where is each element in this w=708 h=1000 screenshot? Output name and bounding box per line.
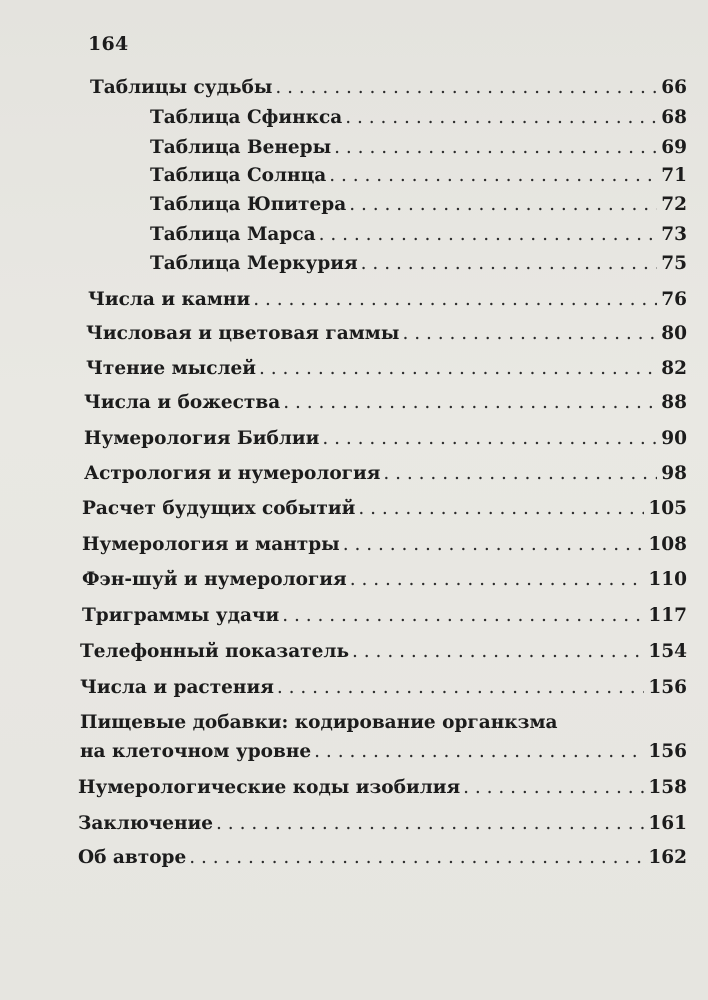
toc-entry-title: Триграммы удачи [82, 605, 280, 626]
toc-entry-page: 161 [648, 813, 687, 834]
dot-leader [402, 322, 657, 346]
dot-leader [319, 223, 658, 247]
toc-subentry [150, 164, 687, 188]
toc-entry-title: Нумерология и мантры [82, 534, 340, 555]
toc-entry-page: 108 [648, 534, 687, 555]
toc-entry-title: Фэн-шуй и нумерология [82, 569, 347, 590]
toc-entry-page: 80 [661, 323, 687, 344]
toc-entry-page: 82 [661, 358, 687, 379]
toc-entry-page: 75 [661, 253, 687, 274]
toc-entry [88, 288, 687, 312]
toc-entry-title: Таблица Марса [150, 224, 316, 245]
dot-leader [361, 252, 658, 276]
dot-leader [383, 462, 657, 486]
toc-entry [78, 776, 687, 800]
toc-entry-page: 90 [661, 428, 687, 449]
dot-leader [259, 357, 657, 381]
dot-leader [277, 676, 645, 700]
toc-subentry [150, 136, 687, 160]
dot-leader [275, 76, 657, 100]
dot-leader [329, 164, 657, 188]
toc-entry-page: 156 [648, 741, 687, 762]
toc-entry-page: 73 [661, 224, 687, 245]
toc-entry-title: на клеточном уровне [80, 741, 312, 762]
toc-entry-page: 68 [661, 107, 687, 128]
toc-entry-page: 98 [661, 463, 687, 484]
toc-entry-page: 69 [661, 137, 687, 158]
toc-entry-title: Таблица Венеры [150, 137, 332, 158]
toc-entry-title: Заключение [78, 813, 214, 834]
toc-entry-title: Числа и растения [80, 677, 274, 698]
page-number: 164 [88, 33, 129, 55]
toc-entry-title: Таблица Солнца [150, 165, 327, 186]
toc-entry [78, 846, 687, 870]
toc-entry-page: 72 [661, 194, 687, 215]
dot-leader [216, 812, 644, 836]
toc-entry-title: Телефонный показатель [80, 641, 350, 662]
toc-entry [86, 357, 687, 381]
dot-leader [352, 640, 644, 664]
toc-entry-title: Нумерология Библии [84, 428, 320, 449]
dot-leader [345, 106, 657, 130]
dot-leader [463, 776, 644, 800]
dot-leader [314, 740, 644, 764]
toc-entry [78, 812, 687, 836]
toc-entry-title: Нумерологические коды изобилия [78, 777, 461, 798]
dot-leader [358, 497, 644, 521]
toc-entry [84, 427, 687, 451]
dot-leader [349, 193, 657, 217]
toc-entry [80, 640, 687, 664]
toc-entry-page: 71 [661, 165, 687, 186]
toc-entry-page: 105 [648, 498, 687, 519]
toc-entry-page: 110 [648, 569, 687, 590]
dot-leader [343, 533, 645, 557]
toc-entry-page: 76 [661, 289, 687, 310]
toc-entry [82, 568, 687, 592]
dot-leader [350, 568, 645, 592]
toc-subentry [150, 252, 687, 276]
toc-entry-title: Числовая и цветовая гаммы [86, 323, 400, 344]
toc-entry [82, 533, 687, 557]
toc-entry-title: Числа и божества [84, 392, 281, 413]
toc-entry-title: Таблица Сфинкса [150, 107, 343, 128]
dot-leader [334, 136, 657, 160]
toc-entry [82, 497, 687, 521]
toc-entry [84, 462, 687, 486]
toc-entry-page: 117 [648, 605, 687, 626]
toc-entry-title: Чтение мыслей [86, 358, 257, 379]
toc-entry-page: 66 [661, 77, 687, 98]
toc-entry-title: Таблица Меркурия [150, 253, 358, 274]
toc-entry-title: Астрология и нумерология [84, 463, 381, 484]
toc-entry-page: 158 [648, 777, 687, 798]
dot-leader [322, 427, 657, 451]
toc-subentry [150, 106, 687, 130]
toc-subentry [150, 193, 687, 217]
toc-entry-page: 162 [648, 847, 687, 868]
toc-entry [80, 740, 687, 764]
toc-entry-title: Таблицы судьбы [90, 77, 273, 98]
toc-entry-page: 88 [661, 392, 687, 413]
toc-entry [90, 76, 687, 100]
toc-entry [86, 322, 687, 346]
dot-leader [283, 391, 657, 415]
dot-leader [189, 846, 644, 870]
toc-subentry [150, 223, 687, 247]
dot-leader [253, 288, 657, 312]
dot-leader [282, 604, 644, 628]
toc-entry-page: 154 [648, 641, 687, 662]
toc-entry-title: Расчет будущих событий [82, 498, 356, 519]
toc-entry-title: Числа и камни [88, 289, 251, 310]
toc-entry-page: 156 [648, 677, 687, 698]
toc-entry [82, 604, 687, 628]
toc-entry [80, 676, 687, 700]
toc-entry-title: Таблица Юпитера [150, 194, 347, 215]
toc-entry-title-line1: Пищевые добавки: кодирование органкзма [80, 712, 558, 733]
toc-entry [84, 391, 687, 415]
toc-entry-title: Об авторе [78, 847, 187, 868]
